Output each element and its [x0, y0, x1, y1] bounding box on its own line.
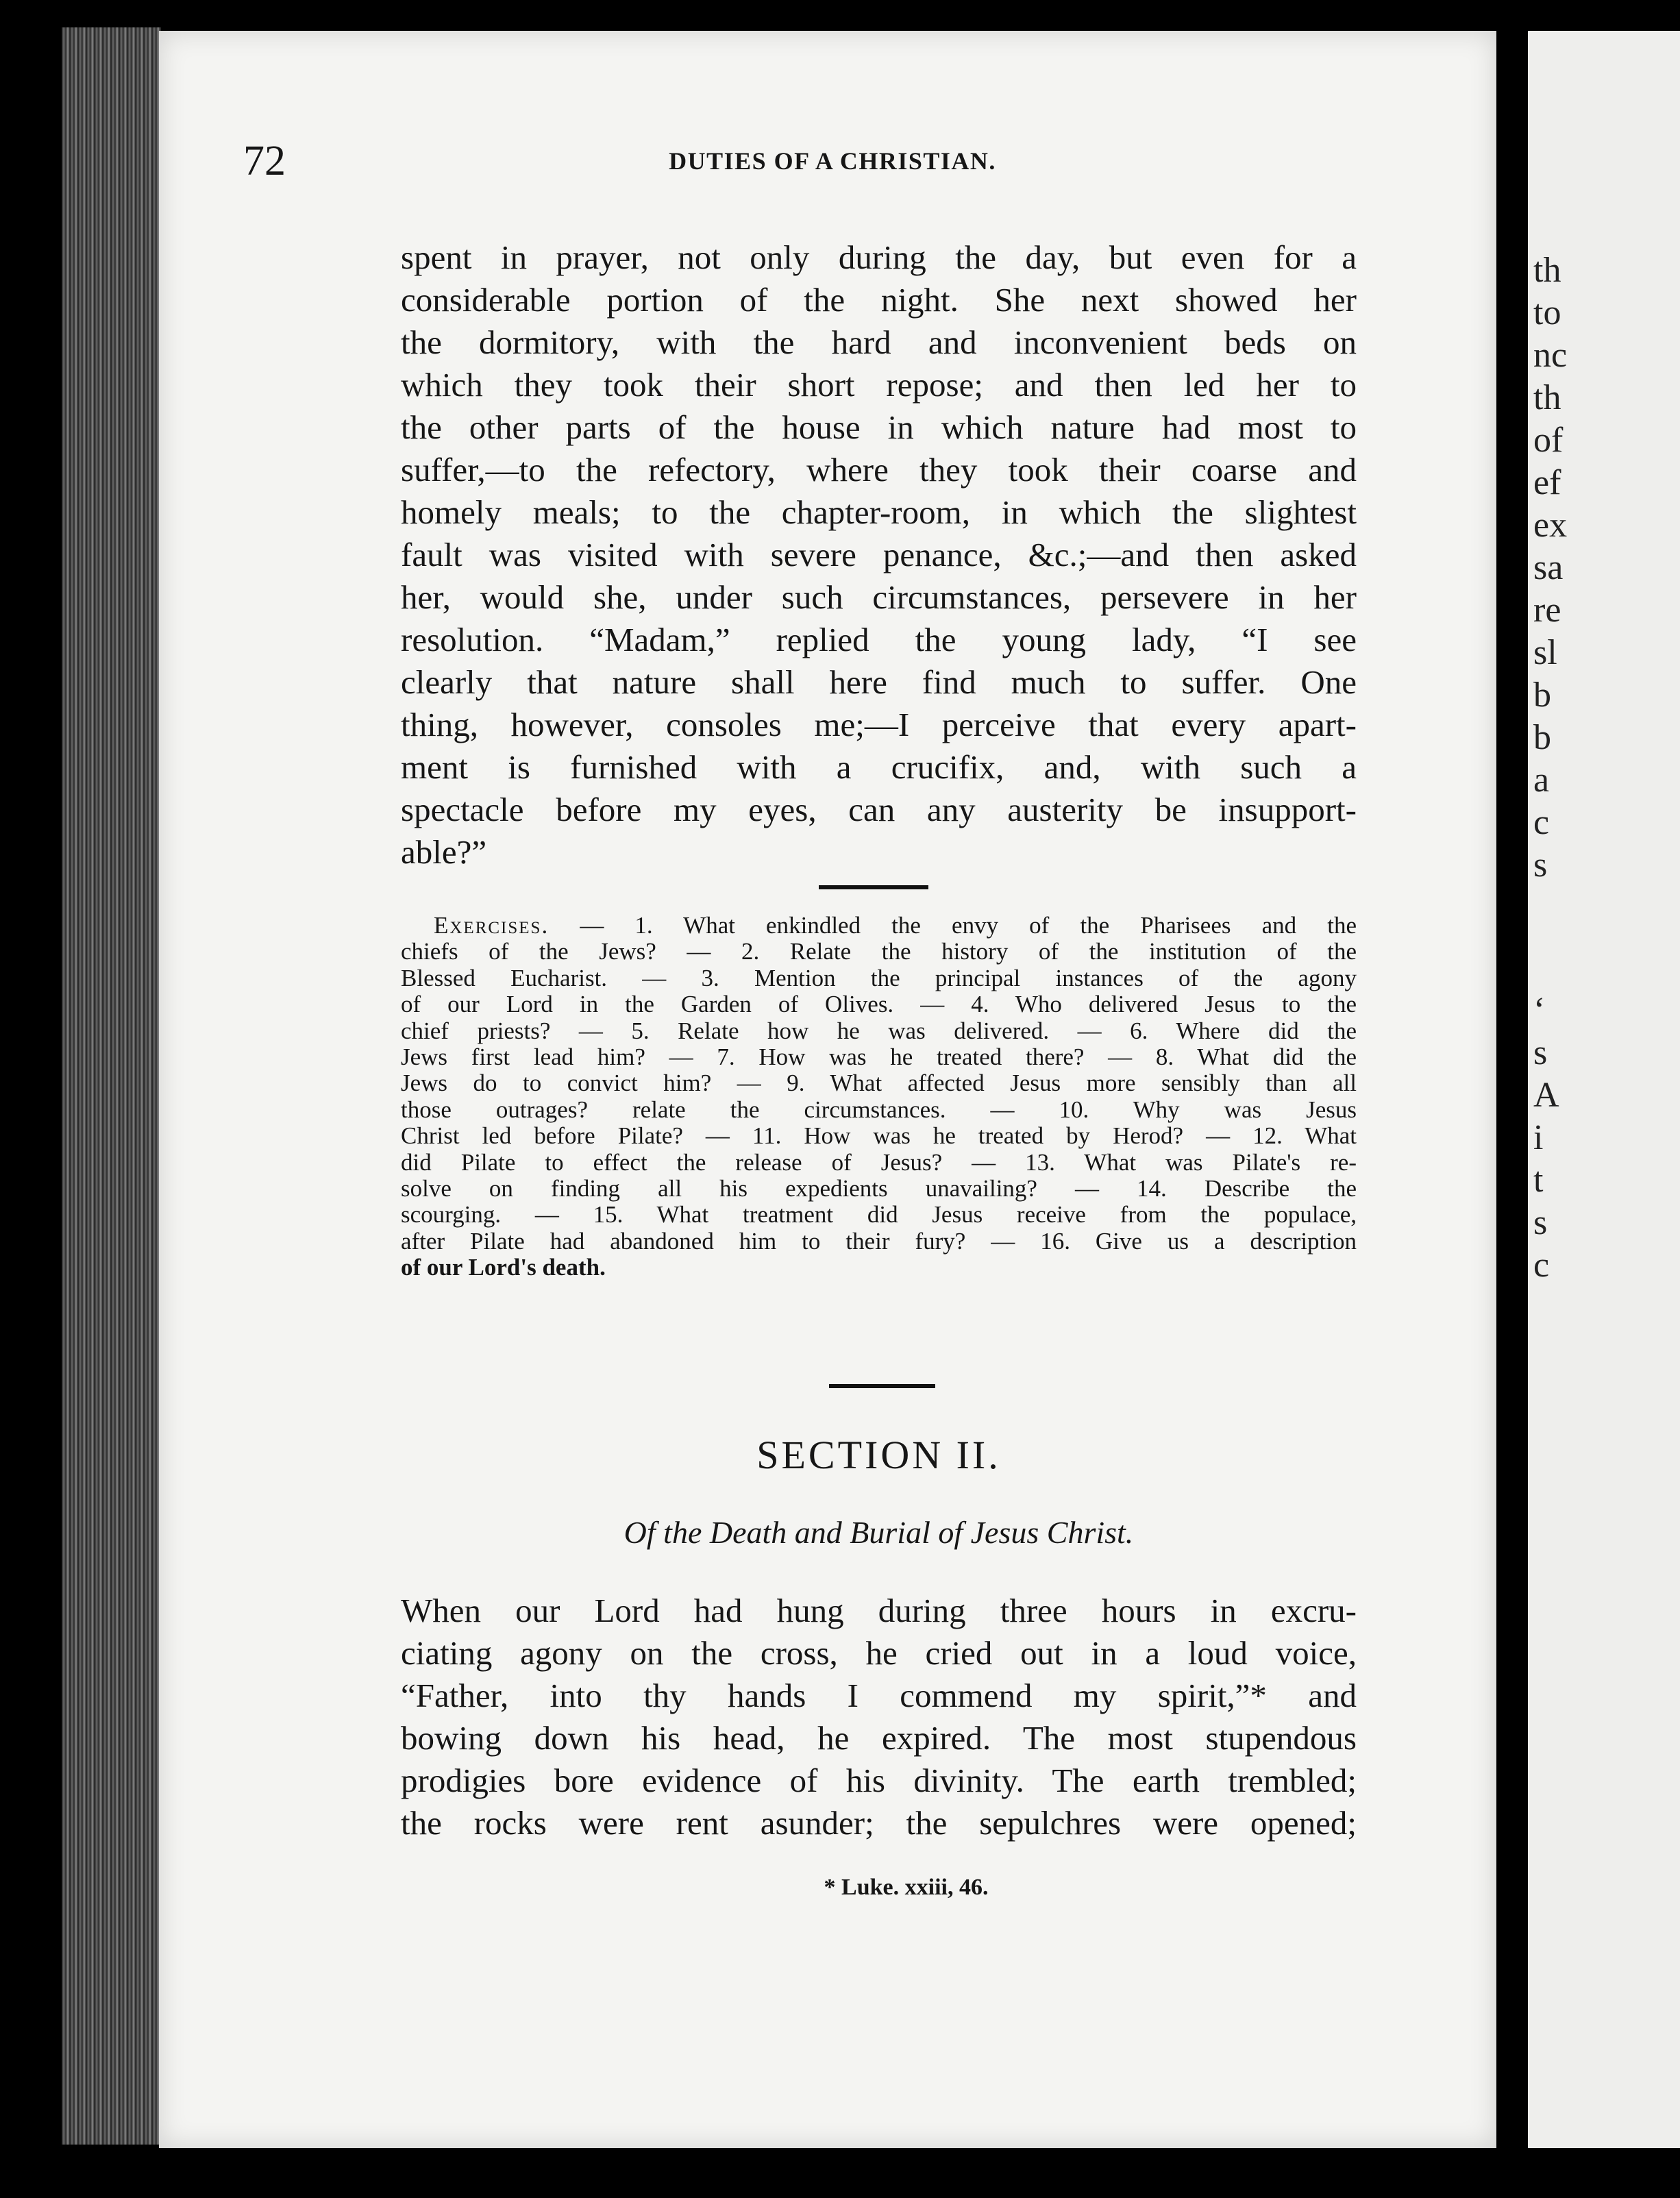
page-header	[243, 137, 1367, 185]
text-line: her, would she, under such circumstances, persevere in her	[401, 578, 1357, 616]
text-line: suffer,—to the refectory, where they took their coarse and	[401, 451, 1357, 489]
text-line: clearly that nature shall here find much to suffer. One	[401, 663, 1357, 701]
facing-page-fragment: ef	[1533, 463, 1561, 502]
exercises-label: Exercises.	[434, 912, 549, 939]
facing-page-fragment: b	[1533, 676, 1551, 715]
exercise-line: after Pilate had abandoned him to their fury? — 16. Give us a description	[401, 1227, 1357, 1255]
section-title: SECTION II.	[756, 1433, 1001, 1477]
text-line: the other parts of the house in which nature had most to	[401, 408, 1357, 446]
facing-page-fragment: th	[1533, 251, 1561, 290]
section-paragraph	[401, 1590, 1357, 1844]
facing-page-fragment: sl	[1533, 633, 1557, 672]
facing-page-fragment: c	[1533, 803, 1550, 842]
text-line: “Father, into thy hands I commend my spirit,”* and	[401, 1677, 1357, 1714]
facing-page-fragment: sa	[1533, 548, 1564, 587]
facing-page-fragment: ex	[1533, 506, 1568, 545]
exercise-line: solve on finding all his expedients unavailing? — 14. Describe the	[401, 1174, 1357, 1202]
text-line: spectacle before my eyes, can any austerity be insupport-	[401, 791, 1357, 828]
exercise-line: Jews do to convict him? — 9. What affected Jesus more sensibly than all	[401, 1070, 1357, 1097]
text-line: ment is furnished with a crucifix, and, with such a	[401, 748, 1357, 786]
facing-page-fragment: c	[1533, 1246, 1550, 1285]
facing-page-fragment: A	[1533, 1076, 1559, 1115]
exercises-block	[401, 913, 1357, 1281]
text-line: resolution. “Madam,” replied the young lady, “I see	[401, 621, 1357, 658]
text-line: ciating agony on the cross, he cried out in a loud voice,	[401, 1634, 1357, 1672]
footnote: * Luke. xxiii, 46.	[824, 1875, 989, 1900]
facing-page-fragment: a	[1533, 761, 1550, 800]
facing-page-fragment: t	[1533, 1161, 1544, 1200]
text-line: When our Lord had hung during three hours in excru-	[401, 1592, 1357, 1629]
page-edge-stack	[62, 27, 161, 2145]
text-line: homely meals; to the chapter-room, in which the slightest	[401, 493, 1357, 531]
book-gutter	[1496, 31, 1528, 2148]
text-line: bowing down his head, he expired. The most stupendous	[401, 1719, 1357, 1757]
exercise-line: Blessed Eucharist. — 3. Mention the principal instances of the agony	[401, 964, 1357, 991]
facing-page-fragment: nc	[1533, 336, 1568, 375]
text-line: spent in prayer, not only during the day, but even for a	[401, 238, 1357, 276]
exercise-line: those outrages? relate the circumstances. — 10. Why was Jesus	[401, 1096, 1357, 1123]
running-head: DUTIES OF A CHRISTIAN.	[669, 147, 996, 175]
exercise-line: did Pilate to effect the release of Jesus? — 13. What was Pilate's re-	[401, 1148, 1357, 1176]
facing-page-fragment: to	[1533, 293, 1561, 332]
facing-page-fragment: ‘	[1533, 991, 1546, 1030]
text-line: the dormitory, with the hard and inconvenient beds on	[401, 323, 1357, 361]
exercise-line: chief priests? — 5. Relate how he was delivered. — 6. Where did the	[401, 1017, 1357, 1044]
text-line: prodigies bore evidence of his divinity. The earth trembled;	[401, 1762, 1357, 1799]
divider-rule	[829, 1384, 935, 1388]
facing-page-fragment: s	[1533, 845, 1548, 885]
text-line: thing, however, consoles me;—I perceive that every apart-	[401, 706, 1357, 743]
facing-page-fragment: th	[1533, 378, 1561, 417]
page-number: 72	[243, 138, 286, 184]
facing-page-fragment: s	[1533, 1203, 1548, 1242]
text-line: fault was visited with severe penance, &c.;—and then asked	[401, 536, 1357, 573]
facing-page	[1528, 31, 1680, 2148]
exercise-line: scourging. — 15. What treatment did Jesus receive from the populace,	[401, 1201, 1357, 1228]
facing-page-fragment: of	[1533, 421, 1564, 460]
facing-page-fragment: re	[1533, 591, 1561, 630]
text-line: able?”	[401, 833, 487, 871]
exercise-line: of our Lord's death.	[401, 1254, 606, 1281]
text-line: which they took their short repose; and then led her to	[401, 366, 1357, 404]
top-paragraph	[401, 236, 1357, 874]
facing-page-fragment: s	[1533, 1033, 1548, 1072]
exercise-text: — 1. What enkindled the envy of the Pharisees and the	[580, 912, 1357, 939]
facing-page-fragment: b	[1533, 718, 1551, 757]
exercise-line: Christ led before Pilate? — 11. How was he treated by Herod? — 12. What	[401, 1122, 1357, 1150]
divider-rule	[819, 885, 928, 889]
exercise-line	[401, 913, 1357, 939]
exercise-line: of our Lord in the Garden of Olives. — 4. Who delivered Jesus to the	[401, 991, 1357, 1018]
facing-page-fragment: i	[1533, 1118, 1544, 1157]
text-line: considerable portion of the night. She next showed her	[401, 281, 1357, 319]
text-line: the rocks were rent asunder; the sepulchres were opened;	[401, 1804, 1357, 1842]
exercise-line: chiefs of the Jews? — 2. Relate the history of the institution of the	[401, 938, 1357, 965]
exercise-line: Jews first lead him? — 7. How was he treated there? — 8. What did the	[401, 1043, 1357, 1070]
section-subtitle: Of the Death and Burial of Jesus Christ.	[623, 1515, 1134, 1550]
